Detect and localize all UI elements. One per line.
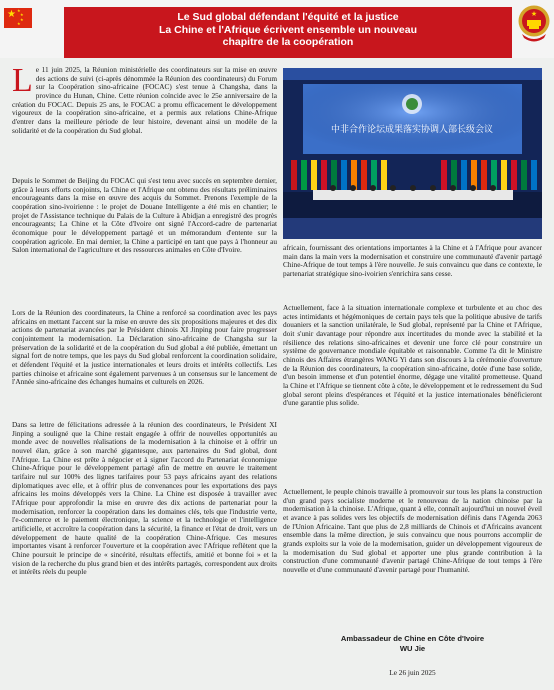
article-column-left-top xyxy=(12,62,277,135)
article-column-right-p7 xyxy=(283,488,542,575)
article-column-left-p3 xyxy=(12,309,277,387)
paragraph-1 xyxy=(12,62,277,135)
article-column-left-p4 xyxy=(12,421,277,577)
article-date: Le 26 juin 2025 xyxy=(389,668,436,677)
signature-block xyxy=(283,634,542,654)
article-column-left-p2 xyxy=(12,177,277,255)
article-column-right-p5 xyxy=(283,244,542,279)
paragraph-1-text: e 11 juin 2025, la Réunion ministérielle des coordinateurs sur la mise en œuvre des actions de suivi (ci-après dénommée la Réunion des coordinateurs) du Forum sur la Coopération sino-africaine (FOCAC) s'est tenue à Changsha, dans la province du Hunan, Chine. Cette réunion coïncide avec le 25e anniversaire de la création du FOCAC. Depuis 25 ans, le FOCAC a promu efficacement le développement vigoureux de la coopération sino-africaine, et a permis aux relations Chine-Afrique d'entrer dans la meilleure période de leur histoire, devenant ainsi un modèle de la solidarité et de la coopération du Sud global. xyxy=(12,65,277,135)
headline-line-2: La Chine et l'Afrique écrivent ensemble un nouveau xyxy=(158,23,418,36)
national-emblem-icon xyxy=(517,4,551,44)
china-flag-icon: ★ ★ ★ ★ ★ xyxy=(4,8,32,28)
signature-name: WU Jie xyxy=(399,644,426,653)
headline-banner xyxy=(64,7,512,58)
paragraph-4: Dans sa lettre de félicitations adressée à la réunion des coordinateurs, le Président XI Jinping a souligné que la Chine restait engagée à offrir de nouvelles opportunités au monde avec de nouvelles réalisations de la modernisation à la chinoise et à offrir un nouvel élan, grâce à son marché gigantesque, aux partenaires du Sud global, dont l'Afrique. La Chine est prête à négocier et à signer l'accord du Partenariat économique Chine-Afrique pour le développement partagé afin de mettre en œuvre le traitement tarifaire nul sur 100% des lignes tarifaires pour 53 pays africains ayant des relations diplomatiques avec elle, et à offrir plus de convenances pour les exportations des pays africains les moins développés vers la Chine. La Chine est disposée à travailler avec l'Afrique pour approfondir la mise en œuvre des dix actions de partenariat pour la modernisation, renforcer la coopération dans les domaines clés, tels que l'industrie verte, l'e-commerce et le paiement électronique, la science et la technologie et l'intelligence artificielle, et accroître la coopération dans la sécurité, la finance et l'état de droit, vers un développement de haute qualité de la coopération Chine-Afrique. Ces mesures importantes visant à renforcer l'ouverture et la coopération avec l'Afrique reflètent que la Chine poursuit le principe de « sincérité, résultats effectifs, amitié et bonne foi » et la vision de la recherche du plus grand bien et des intérêts partagés, correspondent aux droits et intérêts réels du peuple xyxy=(12,420,277,577)
backdrop-caption: 中非合作论坛成果落实协调人部长级会议 xyxy=(330,125,494,135)
headline-line-1: Le Sud global défendant l'équité et la justice xyxy=(177,11,399,23)
paragraph-6: Actuellement, face à la situation internationale complexe et turbulente et au choc des actes intimidants et hégémoniques de certain pays tels que la politique abusive de tarifs douaniers et la sanction unilatérale, le Sud global, représenté par la Chine et l'Afrique, doit s'unir davantage pour répondre aux incertitudes du monde avec la stabilité et la résilience des relations sino-africaines et devenir une force clé pour construire un système de gouvernance mondiale équitable et raisonnable. Comme l'a dit le Ministre chinois des Affaires étrangères WANG Yi dans son discours à la cérémonie d'ouverture de la Réunion des coordinateurs, la coopération sino-africaine, dotée d'une base solide, d'un besoin immense et d'un potentiel énorme, dégage une vitalité prometteuse. Quand la Chine et l'Afrique se tiennent côte à côte, le développement et le redressement du Sud global seront pleins d'espérances et l'équité et la justice internationales bénéficieront d'une garantie plus solide. xyxy=(283,303,542,408)
drop-cap: L xyxy=(12,62,33,99)
paragraph-5: africain, fournissant des orientations importantes à la Chine et à l'Afrique pour avancer main dans la main vers la modernisation et construire une communauté d'avenir partagé Chine-Afrique de tout temps à l'ère nouvelle. Je suis convaincu que dans ce contexte, le partenariat stratégique sino-ivoirien s'enrichira sans cesse. xyxy=(283,243,542,278)
article-column-right-p6 xyxy=(283,304,542,408)
header xyxy=(0,0,554,58)
conference-photo xyxy=(283,68,542,239)
paragraph-7: Actuellement, le peuple chinois travaille à promouvoir sur tous les plans la construction d'un grand pays socialiste moderne et le renouveau de la nation chinoise par la modernisation à la chinoise. L'Afrique, quant à elle, connaît aujourd'hui un nouvel éveil et avance à pas solides vers les objectifs de modernisation définis dans l'Agenda 2063 de l'Union Africaine. Tant que plus de 2,8 milliards de Chinois et d'Africains avancent ensemble dans la même direction, je suis convaincu que nous pourrons accomplir de grands exploits sur la voie de la modernisation, guider un développement vigoureux de la modernisation du Sud global et apporter une plus grande contribution à la construction d'une communauté d'avenir partagé Chine-Afrique de tout temps à l'ère nouvelle et d'une communauté d'avenir partagé pour l'humanité. xyxy=(283,487,542,574)
headline-line-3: chapitre de la coopération xyxy=(222,36,354,48)
paragraph-3: Lors de la Réunion des coordinateurs, la Chine a renforcé sa coordination avec les pays africains en mettant l'accent sur la mise en œuvre des six propositions majeures et des dix actions de partenariat avancées par le Président chinois XI Jinping pour faire progresser conjointement la modernisation. La Déclaration sino-africaine de Changsha sur la préservation de la solidarité et de la coopération du Sud global a été publiée, émettant un signal fort de notre temps, que les pays du Sud global renforcent la coordination solidaire, et défendent l'équité et la justice internationales et leurs droits et intérêts collectifs. Les parties chinoise et africaine sont également parvenues à un consensus sur le lancement de l'Année sino-africaine des échanges humains et culturels en 2026. xyxy=(12,308,277,387)
paragraph-2: Depuis le Sommet de Beijing du FOCAC qui s'est tenu avec succès en septembre dernier, grâce à leurs efforts conjoints, la Chine et l'Afrique ont obtenu des résultats préliminaires encourageants dans la mise en œuvre des acquis du Sommet. Prenons l'exemple de la coopération sino-ivoirienne : le projet de Douane Intelligente a été mis en chantier; le projet de l'Assistance technique du Palais de la Culture à Abidjan a enregistré des progrès encourageants; La Chine et la Côte d'Ivoire ont signé l'Accord-cadre de partenariat économique pour le développement partagé et un mémorandum d'entente sur la coopération agricole. En mai dernier, la Chine a participé en tant que pays à l'honneur au Salon international de l'agriculture et des ressources animales en Côte d'Ivoire. xyxy=(12,176,277,255)
conference-scene-image xyxy=(283,68,542,239)
signature-title: Ambassadeur de Chine en Côte d'Ivoire xyxy=(340,634,485,643)
svg-text:★: ★ xyxy=(530,10,538,18)
